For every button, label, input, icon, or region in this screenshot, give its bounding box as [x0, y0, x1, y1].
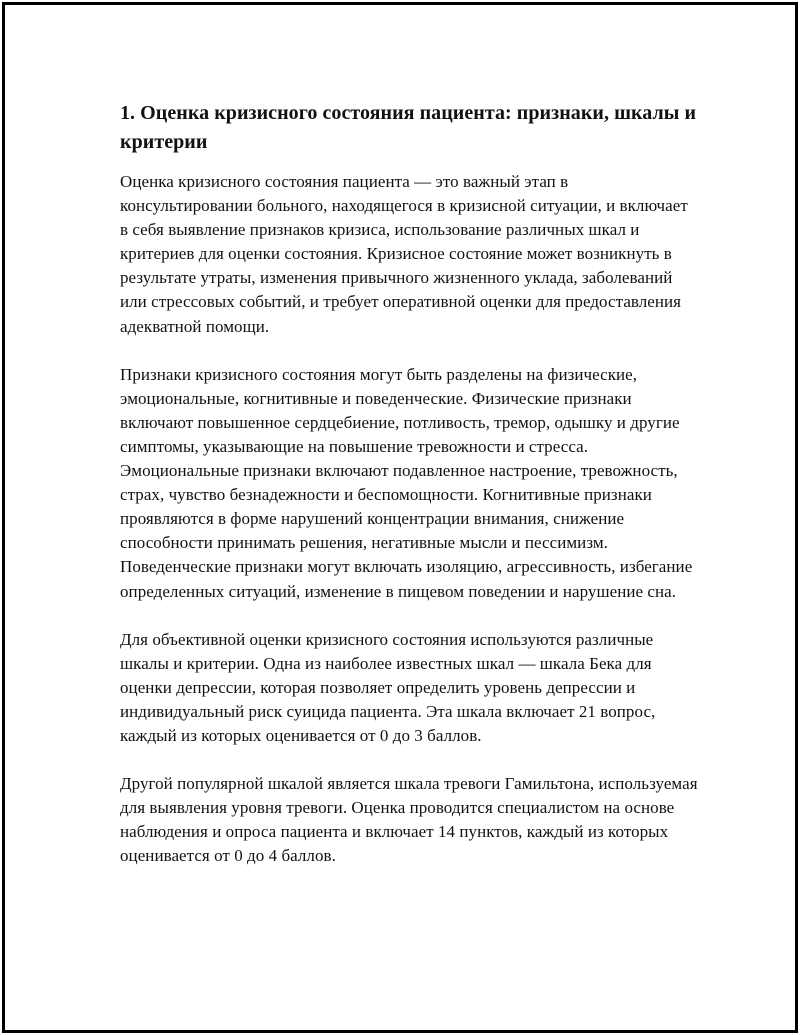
- paragraph-assessment-intro: Оценка кризисного состояния пациента — это важный этап в консультировании больного, находящегося в кризисной ситуации, и включает в себя выявление признаков кризиса, использование различных шкал и критериев для оценки состояния. Кризисное состояние может возникнуть в результате утраты, изменения привычного жизненного уклада, заболеваний или стрессовых событий, и требует оперативной оценки для предоставления адекватной помощи.: [120, 172, 688, 336]
- document-title: 1. Оценка кризисного состояния пациента: признаки, шкалы и критерии: [120, 102, 697, 153]
- paragraph-crisis-signs: Признаки кризисного состояния могут быть разделены на физические, эмоциональные, когнитивные и поведенческие. Физические признаки включают повышенное сердцебиение, потливость, тремор, одышку и другие симптомы, указывающие на повышение тревожности и стресса. Эмоциональные признаки включают подавленное настроение, тревожность, страх, чувство безнадежности и беспомощности. Когнитивные признаки проявляются в форме нарушений концентрации внимания, снижение способности принимать решения, негативные мысли и пессимизм. Поведенческие признаки могут включать изоляцию, агрессивность, избегание определенных ситуаций, изменение в пищевом поведении и нарушение сна.: [120, 364, 693, 601]
- page-frame: [2, 2, 798, 1033]
- paragraph-hamilton-scale: Другой популярной шкалой является шкала тревоги Гамильтона, используемая для выявления уровня тревоги. Оценка проводится специалистом на основе наблюдения и опроса пациента и включает 14 пунктов, каждый из которых оценивается от 0 до 4 баллов.: [120, 774, 698, 866]
- paragraph-beck-scale: Для объективной оценки кризисного состояния используются различные шкалы и критерии. Одна из наиболее известных шкал — шкала Бека для оценки депрессии, которая позволяет определить уровень депрессии и индивидуальный риск суицида пациента. Эта шкала включает 21 вопрос, каждый из которых оценивается от 0 до 3 баллов.: [120, 629, 656, 745]
- document-body: [120, 99, 700, 892]
